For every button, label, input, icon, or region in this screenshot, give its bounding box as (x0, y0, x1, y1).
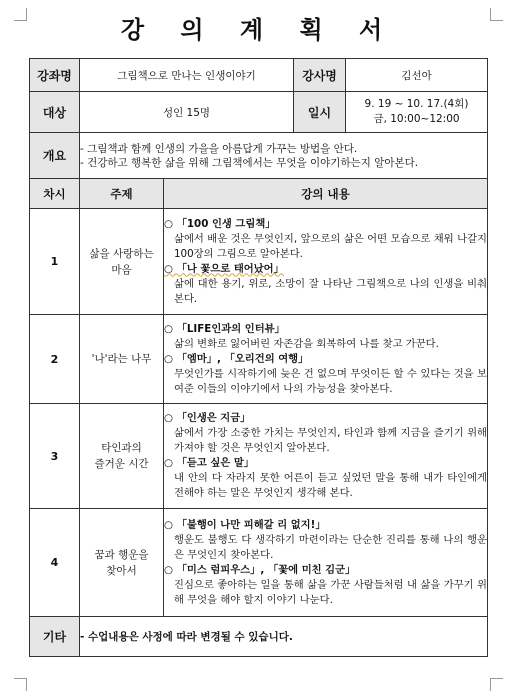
book-title: ○ 「100 인생 그림책」 (164, 217, 276, 230)
other-note: - 수업내용은 사정에 따라 변경될 수 있습니다. (80, 617, 488, 657)
target-row (30, 92, 488, 133)
session-content (164, 509, 488, 617)
course-row (30, 59, 488, 92)
session-topic (80, 209, 164, 315)
crop-mark-bottom-left (14, 678, 27, 691)
overview-line: - 그림책과 함께 인생의 가을을 아름답게 가꾸는 방법을 안다. (80, 142, 358, 155)
session-row (30, 509, 488, 617)
session-row (30, 209, 488, 315)
overview-label: 개요 (30, 133, 80, 179)
session-no-header: 차시 (30, 179, 80, 209)
course-name: 그림책으로 만나는 인생이야기 (80, 59, 294, 92)
overview-content (80, 133, 488, 179)
session-number: 1 (30, 209, 80, 315)
overview-row (30, 133, 488, 179)
session-row (30, 404, 488, 509)
book-description: 무엇인가를 시작하기에 늦은 건 없으며 무엇이든 할 수 있다는 것을 보여준 이들의 이야기에서 나의 가능성을 찾아본다. (174, 367, 488, 395)
book-description: 삶에서 배운 것은 무엇인지, 앞으로의 삶은 어떤 모습으로 채워 나갈지 100장의 그림으로 알아본다. (174, 232, 488, 260)
schedule-dates: 9. 19 ~ 10. 17.(4회) (364, 98, 469, 110)
session-number: 2 (30, 315, 80, 404)
book-title: ○ 「엠마」, 「오리건의 여행」 (164, 352, 309, 365)
session-row (30, 315, 488, 404)
session-content (164, 315, 488, 404)
schedule-time: 금, 10:00~12:00 (373, 113, 460, 125)
other-row (30, 617, 488, 657)
topic-line: 타인과의 (101, 442, 142, 454)
topic-header: 주제 (80, 179, 164, 209)
content-header: 강의 내용 (164, 179, 488, 209)
book-description: 삶에서 가장 소중한 가치는 무엇인지, 타인과 함께 지금을 즐기기 위해 가져야 할 것은 무엇인지 알아본다. (174, 427, 488, 454)
topic-line: 찾아서 (106, 564, 137, 577)
book-description: 삶에 대한 용기, 위로, 소망이 잘 나타난 그림책으로 나의 인생을 비춰본다. (174, 277, 488, 305)
target-label: 대상 (30, 92, 80, 133)
book-title (164, 262, 487, 277)
session-content (164, 404, 488, 509)
schedule-label: 일시 (294, 92, 346, 133)
session-content (164, 209, 488, 315)
book-title: ○ 「인생은 지금」 (164, 412, 251, 424)
book-title: ○ 「듣고 싶은 말」 (164, 457, 255, 469)
document-title: 강 의 계 획 서 (120, 16, 397, 44)
session-number: 3 (30, 404, 80, 509)
book-description: 삶의 변화로 잃어버린 자존감을 회복하여 나를 찾고 가꾼다. (174, 337, 439, 350)
topic-line: 즐거운 시간 (94, 458, 149, 470)
book-description: 행운도 불행도 다 생각하기 마련이라는 단순한 진리를 통해 나의 행운은 무엇인지 찾아본다. (174, 533, 488, 561)
topic-line: 삶을 사랑하는 (89, 247, 154, 260)
book-title: ○ 「LIFE인과의 인터뷰」 (164, 322, 285, 335)
book-description: 내 안의 다 자라지 못한 어른이 듣고 싶었던 말을 통해 내가 타인에게 전해야 하는 말은 무엇인지 생각해 본다. (174, 472, 488, 499)
schedule-value (346, 92, 488, 133)
topic-line: 마음 (111, 263, 132, 276)
session-header-row (30, 179, 488, 209)
session-topic (80, 509, 164, 617)
book-title-text: ○ 「나 꽃으로 태어났어」 (164, 262, 284, 275)
instructor-name: 김선아 (346, 59, 488, 92)
session-topic (80, 404, 164, 509)
target-value: 성인 15명 (80, 92, 294, 133)
overview-line: - 건강하고 행복한 삶을 위해 그림책에서는 무엇을 이야기하는지 알아본다. (80, 156, 419, 169)
other-label: 기타 (30, 617, 80, 657)
session-number: 4 (30, 509, 80, 617)
topic-line: '나'라는 나무 (91, 353, 152, 365)
topic-line: 꿈과 행운을 (94, 548, 149, 561)
course-label: 강좌명 (30, 59, 80, 92)
book-description: 진심으로 좋아하는 일을 통해 삶을 가꾼 사람들처럼 내 삶을 가꾸기 위해 무엇을 해야 할지 이야기 나눈다. (174, 578, 488, 606)
instructor-label: 강사명 (294, 59, 346, 92)
lecture-plan-table (29, 58, 488, 657)
book-title: ○ 「불행이 나만 피해갈 리 없지!」 (164, 518, 326, 531)
session-topic (80, 315, 164, 404)
crop-mark-bottom-right (490, 678, 503, 691)
book-title: ○ 「미스 럼피우스」, 「꽃에 미친 김군」 (164, 563, 356, 576)
